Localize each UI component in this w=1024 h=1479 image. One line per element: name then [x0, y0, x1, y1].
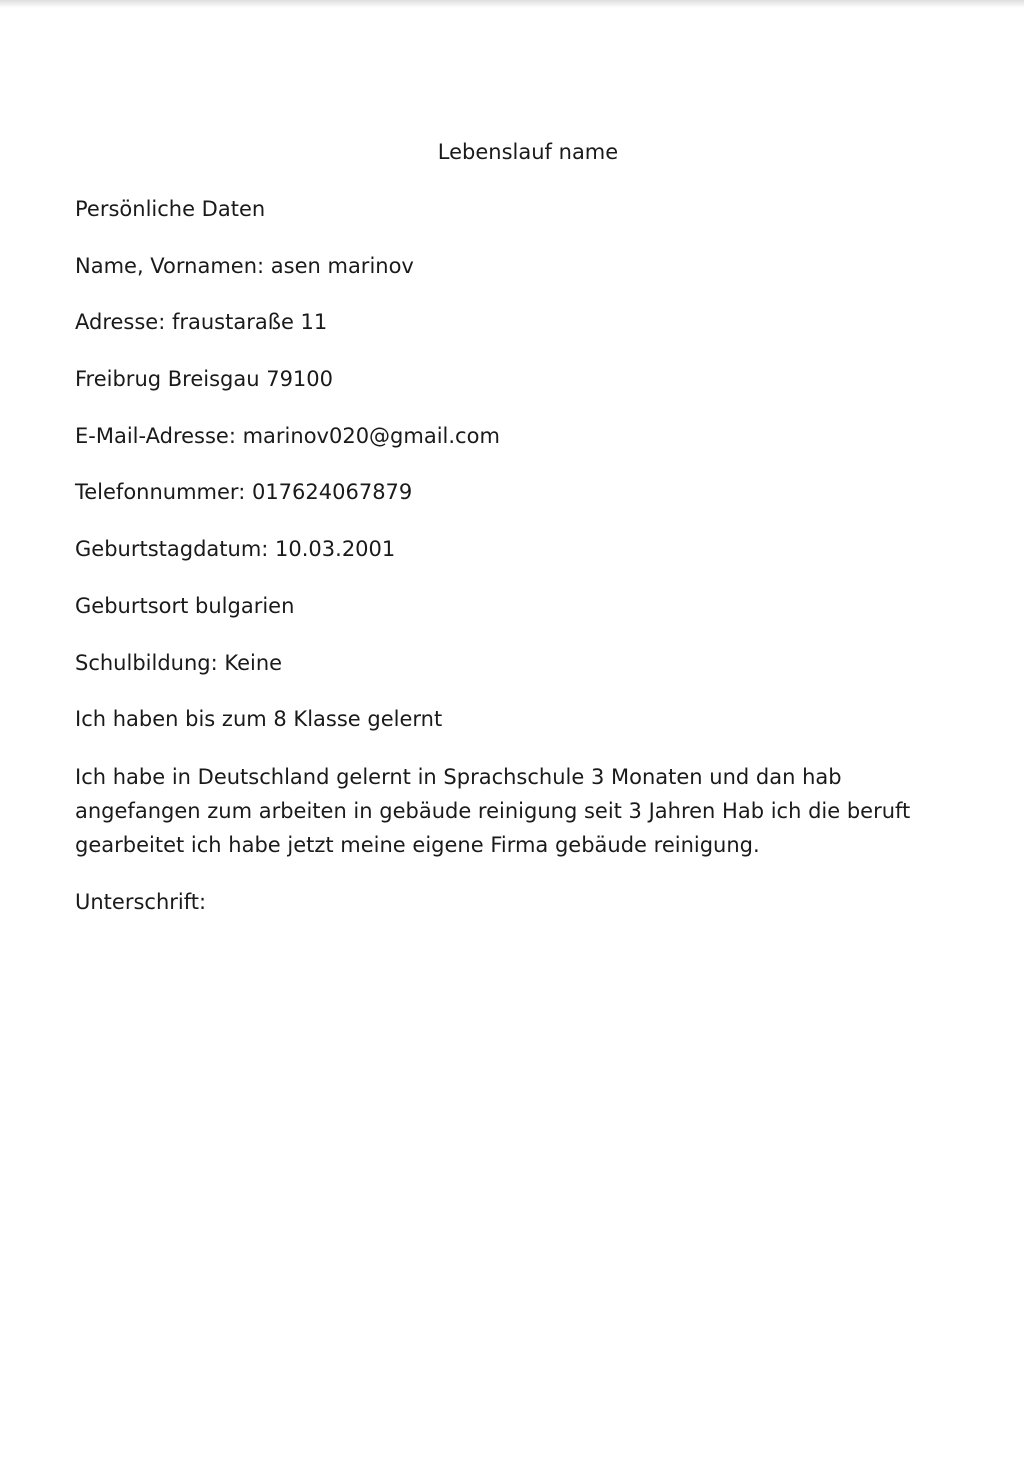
name-line: Name, Vornamen: asen marinov — [75, 253, 414, 278]
email-line: E-Mail-Adresse: marinov020@gmail.com — [75, 423, 500, 448]
address-city-line: Freibrug Breisgau 79100 — [75, 367, 334, 392]
document-content — [75, 136, 965, 943]
document-title: Lebenslauf name — [437, 140, 619, 164]
birthplace-line: Geburtsort bulgarien — [75, 593, 295, 618]
phone-line: Telefonnummer: 017624067879 — [75, 480, 413, 505]
address-street-line: Adresse: fraustaraße 11 — [75, 310, 328, 335]
section-heading-personal-data: Persönliche Daten — [75, 197, 266, 221]
top-edge-shadow — [0, 0, 1024, 8]
signature-label: Unterschrift: — [75, 889, 207, 914]
experience-paragraph: Ich habe in Deutschland gelernt in Sprachschule 3 Monaten und dan hab angefangen zum arbeiten in gebäude reinigung seit 3 Jahren Hab ich die beruft gearbeitet ich habe jetzt meine eigene Firma gebäude reinigung. — [75, 764, 911, 857]
schooling-line: Schulbildung: Keine — [75, 650, 283, 675]
birthdate-line: Geburtstagdatum: 10.03.2001 — [75, 537, 396, 562]
school-grade-line: Ich haben bis zum 8 Klasse gelernt — [75, 707, 443, 732]
